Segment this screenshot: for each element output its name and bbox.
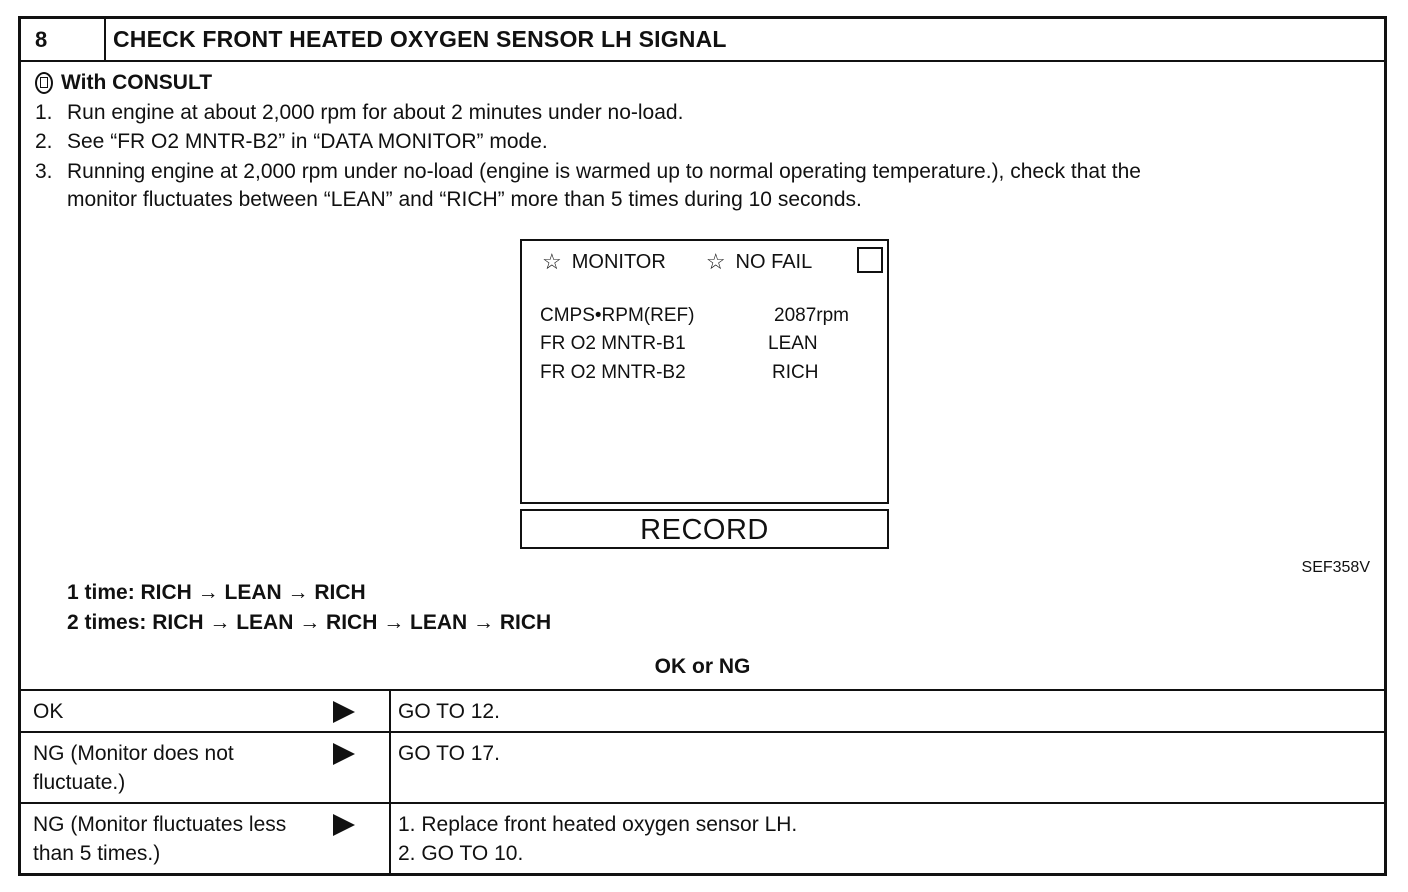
consult-label: With CONSULT (61, 71, 213, 94)
record-button[interactable]: RECORD (520, 509, 889, 549)
monitor-mode-label: MONITOR (571, 250, 666, 273)
monitor-item-name: FR O2 MNTR-B1 (540, 333, 686, 354)
monitor-item-value: LEAN (768, 333, 818, 354)
result-row-ng-few-fluctuations (21, 804, 1384, 876)
step-number: 8 (21, 19, 106, 60)
step-header (21, 19, 1384, 62)
nofail-label: NO FAIL (735, 250, 813, 273)
result-condition: NG (Monitor does not fluctuate.) (33, 742, 234, 794)
monitor-header (542, 249, 812, 275)
star-icon: ☆ (542, 249, 562, 274)
arrow-right-icon (333, 743, 355, 765)
instruction-step-2: 2. See “FR O2 MNTR-B2” in “DATA MONITOR” mode. (35, 130, 548, 153)
monitor-item-value: 2087rpm (774, 305, 849, 326)
step-title: CHECK FRONT HEATED OXYGEN SENSOR LH SIGNAL (113, 26, 727, 52)
monitor-item-name: CMPS•RPM(REF) (540, 305, 695, 326)
result-action: GO TO 17. (398, 742, 500, 765)
instruction-step-3-continued: monitor fluctuates between “LEAN” and “RICH” more than 5 times during 10 seconds. (67, 188, 862, 211)
result-row-ng-no-fluctuation (21, 733, 1384, 804)
result-condition: NG (Monitor fluctuates less than 5 times.) (33, 813, 287, 865)
arrow-right-icon (333, 701, 355, 723)
consult-icon (35, 72, 53, 94)
star-icon: ☆ (705, 249, 726, 274)
procedure-sheet (18, 16, 1387, 876)
consult-heading (35, 71, 212, 95)
result-row-ok (21, 691, 1384, 733)
arrow-right-icon (333, 814, 355, 836)
instruction-step-3: 3. Running engine at 2,000 rpm under no-load (engine is warmed up to normal operating temperature.), check that the (35, 160, 1141, 183)
result-action: GO TO 12. (398, 700, 500, 723)
fluctuation-example-1: 1 time: RICH → LEAN → RICH (67, 581, 366, 604)
consult-monitor-screen (520, 239, 889, 504)
nofail-checkbox (857, 247, 883, 273)
figure-code: SEF358V (1301, 559, 1370, 576)
fluctuation-example-2: 2 times: RICH → LEAN → RICH → LEAN → RICH (67, 611, 552, 634)
result-action: 1. Replace front heated oxygen sensor LH. 2. GO TO 10. (398, 813, 798, 865)
monitor-item-name: FR O2 MNTR-B2 (540, 362, 686, 383)
instruction-step-1: 1. Run engine at about 2,000 rpm for about 2 minutes under no-load. (35, 101, 684, 124)
monitor-item-value: RICH (772, 362, 819, 383)
result-table (21, 689, 1384, 876)
result-condition: OK (33, 700, 64, 723)
result-heading: OK or NG (654, 655, 751, 678)
